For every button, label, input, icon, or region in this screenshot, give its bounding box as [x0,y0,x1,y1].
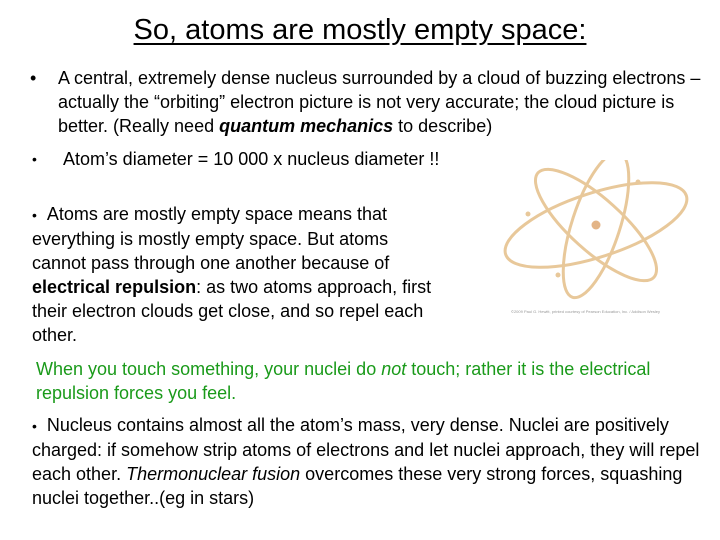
orbit-ellipse [550,160,643,305]
bullet-text-part: to describe) [393,116,493,136]
emphasis-electrical-repulsion: electrical repulsion [32,277,197,297]
bullet-text-part: : as two atoms approach, first their electron clouds get close, and so repel each other. [32,277,432,345]
bullet-dot: • [32,151,37,167]
note-text-part: When you touch something, your nuclei do [36,359,382,379]
bullet-dot: • [32,207,37,223]
bullet-text [58,66,720,138]
emphasis-not: not [381,359,407,379]
bullet-text-part: overcomes these very strong forces, squashing nuclei together..(eg in stars) [32,464,683,508]
slide-title: So, atoms are mostly empty space: [133,14,587,46]
electron-dot [636,180,641,185]
emphasis-thermonuclear-fusion: Thermonuclear fusion [126,464,301,484]
bullet-text-part: Nucleus contains almost all the atom’s mass, very dense. Nuclei are positively charged: if somehow strip atoms of electrons and let nuclei approach, they will repel each other. [32,415,700,484]
bullet-text: Atom’s diameter = 10 000 x nucleus diameter !! [63,149,440,169]
bullet-empty-space [32,202,442,347]
bullet-text-part: Atoms are mostly empty space means that everything is mostly empty space. But atoms cannot pass through one another because of [32,204,390,273]
bullet-text-part: A central, extremely dense nucleus surrounded by a cloud of buzzing electrons – actually the “orbiting” electron picture is not very accurate; the cloud picture is better. (Really need [58,68,701,136]
bullet-dot: • [30,68,37,88]
emphasis-quantum-mechanics: quantum mechanics [219,116,394,136]
atom-orbit-illustration [500,160,710,325]
note-text-part: touch; rather it is the electrical repulsion forces you feel. [36,359,651,403]
bullet-nucleus-mass [32,413,720,510]
nucleus-dot [592,221,601,230]
electron-dot [526,212,531,217]
electron-dot [556,273,561,278]
bullet-dot: • [32,418,37,434]
image-credit: ©2009 Paul G. Hewitt, printed courtesy of Pearson Education, Inc. / Addison Wesley [511,309,660,314]
green-note [36,357,686,405]
